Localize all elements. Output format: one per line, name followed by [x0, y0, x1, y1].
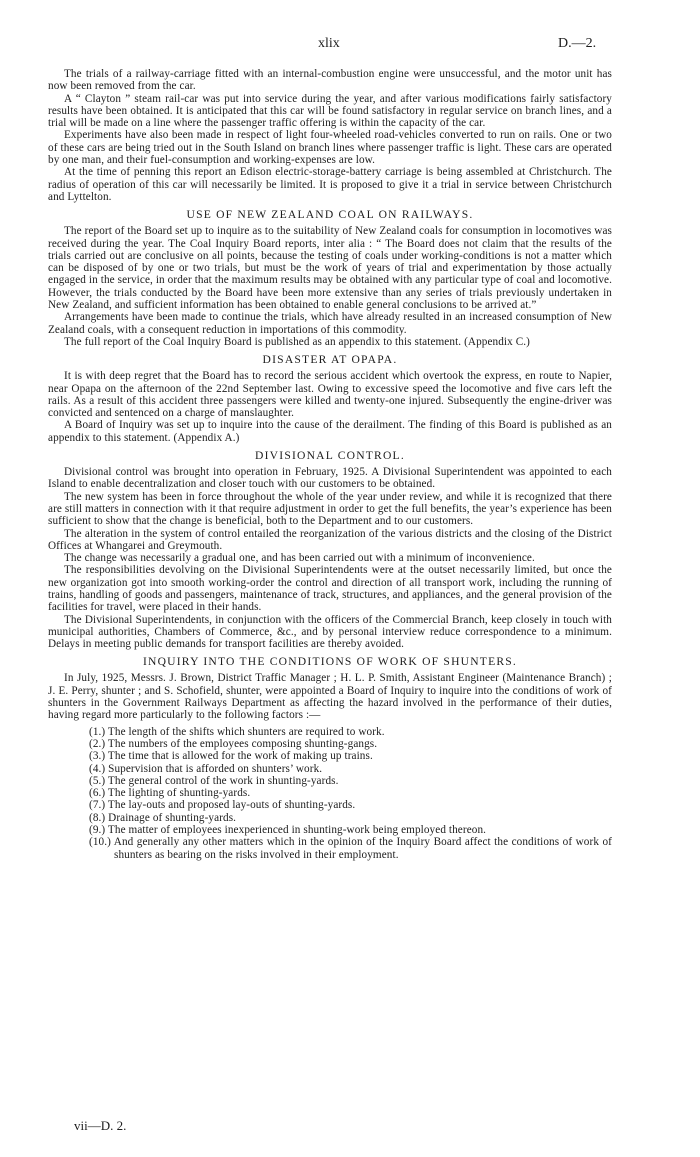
paragraph: The new system has been in force throughout the whole of the year under review, and while it is recognized that there are still matters in connection with it that require adjustment in order to get the full benefits, the year’s experience has been sufficient to show that the change is beneficial, both to the Department and to our customers. [48, 490, 612, 528]
paragraph: At the time of penning this report an Edison electric-storage-battery carriage is being assembled at Christchurch. The radius of operation of this car will necessarily be limited. It is proposed to give it a trial in service between Christchurch and Lyttelton. [48, 166, 612, 203]
list-item: (7.) The lay-outs and proposed lay-outs of shunting-yards. [89, 799, 356, 812]
paragraph: The alteration in the system of control entailed the reorganization of the various districts and the closing of the District Offices at Whangarei and Greymouth. [48, 527, 612, 552]
section-heading: DISASTER AT OPAPA. [262, 353, 398, 367]
paragraph: The change was necessarily a gradual one, and has been carried out with a minimum of inconvenience. [64, 552, 535, 565]
section-railcar-trials [48, 68, 612, 203]
list-item: (3.) The time that is allowed for the work of making up trains. [89, 750, 373, 763]
list-item: (8.) Drainage of shunting-yards. [89, 811, 237, 824]
section-heading: INQUIRY INTO THE CONDITIONS OF WORK OF SHUNTERS. [142, 655, 518, 669]
running-header [0, 36, 700, 56]
paragraph: It is with deep regret that the Board has to record the serious accident which overtook the express, en route to Napier, near Opapa on the afternoon of the 22nd September last. Owing to excessive speed the locomotive and five cars left the rails. As a result of this accident three passengers were killed and twenty-one injured. Subsequently the engine-driver was convicted and sentenced on a charge of manslaughter. [48, 370, 612, 420]
signature-mark: vii—D. 2. [74, 1118, 127, 1133]
section-divisional-control [48, 448, 612, 650]
paragraph: A Board of Inquiry was set up to inquire into the cause of the derailment. The finding of this Board is published as an appendix to this statement. (Appendix A.) [48, 419, 612, 444]
paragraph: Divisional control was brought into operation in February, 1925. A Divisional Superintendent was appointed to each Island to enable decentralization and closer touch with our customers to be obtained. [48, 466, 612, 491]
paragraph: Experiments have also been made in respect of light four-wheeled road-vehicles converted to run on rails. One or two of these cars are being tried out in the South Island on branch lines where passenger traffic is light. These cars are operated by one man, and their fuel-consumption and working-expenses are low. [48, 129, 612, 167]
paragraph: A “ Clayton ” steam rail-car was put into service during the year, and after various modifications fairly satisfactory results have been obtained. It is anticipated that this car will be found satisfactory in regular service on branch lines, and a trial will be made on a line where the passenger traffic offering is within the capacity of the car. [48, 92, 612, 130]
paragraph: The trials of a railway-carriage fitted with an internal-combustion engine were unsuccessful, and the motor unit has now been removed from the car. [48, 68, 612, 93]
section-shunters-inquiry [48, 654, 612, 860]
paragraph: The report of the Board set up to inquire as to the suitability of New Zealand coals for consumption in locomotives was received during the year. The Coal Inquiry Board reports, inter alia : “ The Board does not claim that the results of the trials carried out are conclusive on all points, because the testing of coals under working-conditions is not a matter which can be disposed of by one or two trials, but must be the work of years of trial and experimentation by those actually engaged in the service, in order that the maximum results may be obtained with any particular type of coal and locomotive. However, the trials conducted by the Board have been more extensive than any series of trials previously undertaken in New Zealand, and sufficient information has been obtained to enable general conclusions to be arrived at.” [48, 225, 612, 312]
factors-list [48, 726, 612, 861]
section-heading: USE OF NEW ZEALAND COAL ON RAILWAYS. [186, 208, 474, 222]
list-item: (4.) Supervision that is afforded on shunters’ work. [89, 762, 323, 775]
section-heading: DIVISIONAL CONTROL. [255, 449, 405, 463]
paragraph: In July, 1925, Messrs. J. Brown, District Traffic Manager ; H. L. P. Smith, Assistant Engineer (Maintenance Branch) ; J. E. Perry, shunter ; and S. Schofield, shunter, were appointed a Board of Inquiry to inquire into the conditions of work of shunters in the Government Railways Department as affecting the hazard involved in the performance of their duties, having regard more particularly to the following factors :— [48, 672, 612, 722]
page-number: xlix [318, 36, 340, 51]
paragraph: The full report of the Coal Inquiry Board is published as an appendix to this statement. (Appendix C.) [64, 335, 530, 348]
list-item: (2.) The numbers of the employees composing shunting-gangs. [89, 737, 378, 750]
document-body [48, 68, 612, 861]
list-item: (10.) And generally any other matters which in the opinion of the Inquiry Board affect the conditions of work of shunters as bearing on the risks involved in their employment. [89, 836, 612, 861]
paragraph: Arrangements have been made to continue the trials, which have already resulted in an increased consumption of New Zealand coals, with a consequent reduction in importations of this commodity. [48, 311, 612, 336]
list-item: (1.) The length of the shifts which shunters are required to work. [89, 725, 385, 738]
section-nz-coal [48, 207, 612, 348]
paragraph: The Divisional Superintendents, in conjunction with the officers of the Commercial Branch, keep closely in touch with municipal authorities, Chambers of Commerce, &c., and by personal interview reduce correspondence to a minimum. Delays in meeting public demands for transport facilities are thereby avoided. [48, 613, 612, 651]
list-item: (9.) The matter of employees inexperienced in shunting-work being employed thereon. [89, 824, 487, 837]
list-item: (6.) The lighting of shunting-yards. [89, 787, 251, 800]
list-item: (5.) The general control of the work in shunting-yards. [89, 774, 339, 787]
paragraph: The responsibilities devolving on the Divisional Superintendents were at the outset necessarily limited, but once the new organization got into smooth working-order the control and direction of all transport work, including the running of trains, handling of goods and passengers, maintenance of track, structures, and appliances, and the general provision of the facilities for travel, were placed in their hands. [48, 564, 612, 614]
section-opapa-disaster [48, 352, 612, 444]
document-reference: D.—2. [558, 36, 597, 51]
